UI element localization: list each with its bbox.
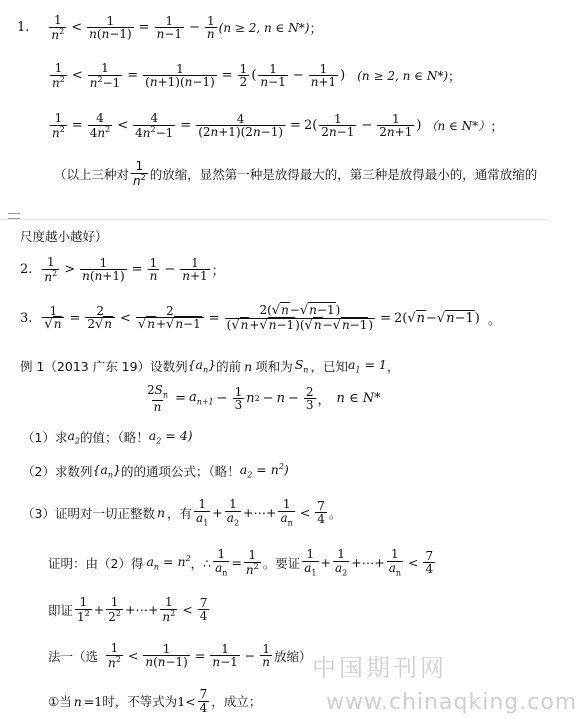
condition: (n ≥ 2, n ∈ N*) — [218, 20, 310, 35]
case-1-line: ①当 n =1 时，不等式为 1< $\frac{7}{4}$ ，成立； — [48, 687, 262, 715]
formula-line-item3: 3. $\frac{1}{√n}$ = $\frac{2}{2√n}$ < $\frac{2}{√n+√n-1}$ = $\frac{2(√n-√n-1)}{(√n+√n-1)(√n-√n-1)}$ = 2(√n−√n−1) 。 — [20, 303, 501, 333]
example-heading: 例 1（2013 广东 19）设数列 $\{a_n\}$ 的前 n 项和为 $S_n$ ，已知 $a_1 = 1$ ， — [20, 357, 400, 375]
page-break-line — [0, 219, 547, 220]
formula-line-1: 1. $\frac{1}{n^2}$ < $\frac{1}{n(n-1)}$ = $\frac{1}{n-1}$ − $\frac{1}{n}$ (n ≥ 2, n ∈ N*) ； — [17, 13, 323, 42]
condition: （n ∈ N*） — [425, 119, 491, 134]
jizheng-line: 即证 $\frac{1}{1^2}$ + $\frac{1}{2^2}$ +⋯+ $\frac{1}{n^2}$ < $\frac{7}{4}$ — [48, 595, 208, 624]
formula-line-2: $\frac{1}{n^2}$ < $\frac{1}{n^2-1}$ = $\frac{1}{(n+1)(n-1)}$ = $\frac{1}{2}$ ( $\frac{1}{n-1}$ − $\frac{1}{n+1}$ ) (n ≥ 2, n ∈ N*) ； — [52, 61, 462, 90]
fraction: $\frac{1}{n-1}$ — [156, 13, 183, 42]
question-3: （3）证明对一切正整数 n ，有 $\frac{1}{a_1}$ + $\frac{1}{a_2}$ +⋯+ $\frac{1}{a_n}$ < $\frac{7}{4}$ 。 — [22, 497, 342, 527]
fraction: $\frac{1}{n^2}$ — [51, 13, 65, 42]
formula-line-3: $\frac{1}{n^2}$ = $\frac{4}{4n^2}$ < $\frac{4}{4n^2-1}$ = $\frac{4}{(2n+1)(2n-1)}$ = 2( $\frac{1}{2n-1}$ − $\frac{1}{2n+1}$ ) （n ∈ N*） ； — [52, 111, 504, 140]
method-line: 法一（选 $\frac{1}{n^2}$ < $\frac{1}{n(n-1)}$ = $\frac{1}{n-1}$ − $\frac{1}{n}$ 放缩） — [48, 641, 312, 670]
watermark-cn: 中国期刊网 — [312, 654, 447, 682]
note-continued: 尺度越小越好） — [20, 229, 108, 244]
fraction: $\frac{1}{n}$ — [206, 13, 215, 42]
formula-line-item2: 2. $\frac{1}{n^2}$ > $\frac{1}{n(n+1)}$ = $\frac{1}{n}$ − $\frac{1}{n+1}$ ； — [20, 255, 225, 284]
question-2: （2）求数列 $\{a_n\}$ 的的通项公式；（略！ $a_2 = n^2$) — [22, 462, 289, 480]
proof-line: 证明：由（2）得 $a_n = n^2$ ，∴ $\frac{1}{a_n}$ = $\frac{1}{n^2}$ 。要证 $\frac{1}{a_1}$ + $\frac{1}{a_2}$ +⋯+ $\frac{1}{a_n}$ < $\frac{7}{4}$ — [48, 547, 434, 577]
page-break-icon — [8, 213, 20, 219]
note-line: （以上三种对 $\frac{1}{n^2}$ 的放缩，显然第一种是放得最大的，第三种是放得最小的，通常放缩的 — [54, 159, 538, 188]
watermark-url: www.chinaqking.com — [326, 690, 577, 715]
fraction: $\frac{1}{n(n-1)}$ — [89, 13, 132, 42]
example-formula: $\frac{2S_n}{n}$ = $a_{n+1}$ − $\frac{1}{3}$ n 2 − n − $\frac{2}{3}$ ， n ∈ N* — [147, 383, 381, 414]
item-number-2: 2. — [20, 262, 33, 278]
item-number-3: 3. — [20, 310, 33, 326]
item-number-1: 1. — [17, 20, 30, 36]
question-1: （1）求 $a_2$ 的值；（略！ $a_2 = 4$) — [22, 428, 193, 446]
